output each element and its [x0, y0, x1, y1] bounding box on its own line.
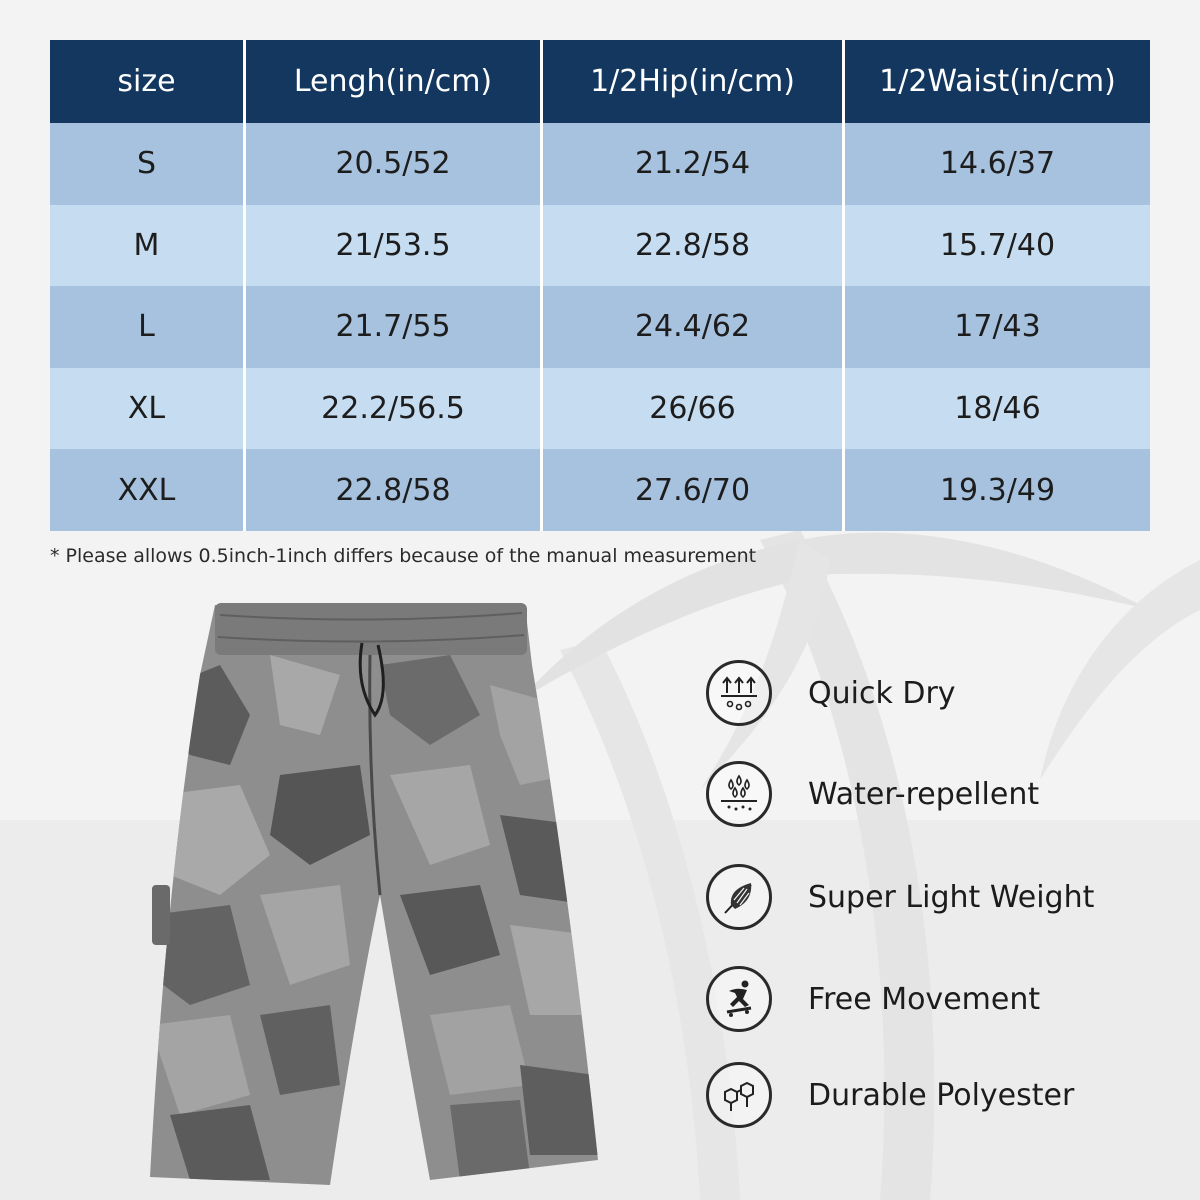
- camo-shorts-image: [130, 595, 600, 1185]
- table-cell: 21/53.5: [246, 205, 543, 287]
- feather-icon: [706, 864, 772, 930]
- table-cell: 17/43: [845, 286, 1150, 368]
- table-cell: 22.8/58: [543, 205, 845, 287]
- table-row: [50, 286, 1150, 368]
- table-row: [50, 205, 1150, 287]
- column-header-half-waist: 1/2Waist(in/cm): [845, 40, 1150, 123]
- table-row: [50, 123, 1150, 205]
- table-cell: 18/46: [845, 368, 1150, 450]
- table-cell: 22.8/58: [246, 449, 543, 531]
- table-cell: 14.6/37: [845, 123, 1150, 205]
- table-cell: 27.6/70: [543, 449, 845, 531]
- feature-free-movement: [706, 961, 1146, 1037]
- feature-durable-polyester: [706, 1057, 1146, 1133]
- feature-super-light-weight: [706, 859, 1146, 935]
- water-repellent-icon: [706, 761, 772, 827]
- feature-water-repellent: [706, 756, 1146, 832]
- feature-label: Free Movement: [808, 981, 1041, 1017]
- table-cell: 19.3/49: [845, 449, 1150, 531]
- table-cell: 21.2/54: [543, 123, 845, 205]
- table-cell: XXL: [50, 449, 246, 531]
- feature-label: Water-repellent: [808, 776, 1040, 812]
- skateboarder-icon: [706, 966, 772, 1032]
- table-cell: 24.4/62: [543, 286, 845, 368]
- table-cell: 15.7/40: [845, 205, 1150, 287]
- feature-quick-dry: [706, 655, 1146, 731]
- table-row: [50, 449, 1150, 531]
- molecule-icon: [706, 1062, 772, 1128]
- feature-label: Durable Polyester: [808, 1077, 1075, 1113]
- table-cell: 26/66: [543, 368, 845, 450]
- waistband: [215, 603, 527, 655]
- feature-label: Super Light Weight: [808, 879, 1095, 915]
- table-cell: 20.5/52: [246, 123, 543, 205]
- table-row: [50, 368, 1150, 450]
- feature-list: [706, 655, 1146, 1155]
- table-cell: 22.2/56.5: [246, 368, 543, 450]
- table-cell: 21.7/55: [246, 286, 543, 368]
- feature-label: Quick Dry: [808, 675, 956, 711]
- measurement-note: * Please allows 0.5inch-1inch differs because of the manual measurement: [50, 545, 757, 567]
- table-cell: M: [50, 205, 246, 287]
- side-pocket: [152, 885, 170, 945]
- table-cell: L: [50, 286, 246, 368]
- table-cell: S: [50, 123, 246, 205]
- column-header-size: size: [50, 40, 246, 123]
- column-header-half-hip: 1/2Hip(in/cm): [543, 40, 845, 123]
- column-header-length: Lengh(in/cm): [246, 40, 543, 123]
- table-cell: XL: [50, 368, 246, 450]
- size-chart-table: [50, 40, 1150, 531]
- table-header-row: [50, 40, 1150, 123]
- quick-dry-icon: [706, 660, 772, 726]
